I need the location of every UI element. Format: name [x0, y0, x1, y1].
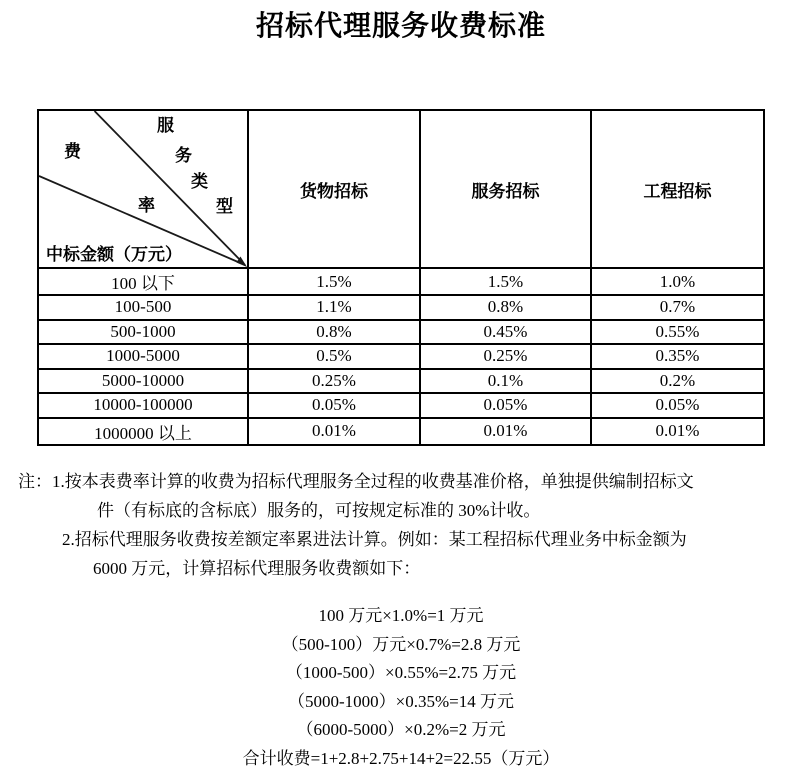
calculation-line: （5000-1000）×0.35%=14 万元: [288, 691, 514, 711]
rate-cell: 1.0%: [591, 268, 764, 295]
corner-rate-char: 费: [64, 142, 81, 161]
rate-cell: 0.01%: [420, 418, 591, 445]
calculation-line: （1000-500）×0.55%=2.75 万元: [285, 663, 517, 682]
table-row: [38, 393, 764, 418]
table-row: [38, 418, 764, 445]
rate-cell: 0.35%: [591, 344, 764, 369]
calculation-total-line: 合计收费=1+2.8+2.75+14+2=22.55（万元）: [242, 748, 560, 768]
corner-rate-char: 率: [138, 196, 155, 215]
table-row: [38, 344, 764, 369]
corner-amount-axis-label: 中标金额（万元）: [46, 245, 182, 264]
amount-range-cell: 1000-5000: [38, 344, 248, 369]
page-title: 招标代理服务收费标准: [255, 11, 546, 42]
rate-cell: 0.25%: [248, 369, 420, 394]
amount-range-cell: 1000000 以上: [38, 418, 248, 445]
amount-range-cell: 500-1000: [38, 320, 248, 345]
note-line-4: 6000 万元，计算招标代理服务收费额如下：: [93, 559, 421, 578]
rate-cell: 1.5%: [420, 268, 591, 295]
table-corner-cell: [38, 110, 248, 268]
rate-cell: 0.05%: [248, 393, 420, 418]
corner-service-type-char: 务: [175, 146, 192, 165]
rate-cell: 0.05%: [420, 393, 591, 418]
rate-cell: 1.1%: [248, 295, 420, 320]
calculation-line: 100 万元×1.0%=1 万元: [318, 606, 484, 625]
corner-service-type-char: 型: [216, 197, 233, 216]
column-header-goods-bidding: 货物招标: [248, 110, 420, 268]
amount-range-cell: 5000-10000: [38, 369, 248, 394]
rate-cell: 0.05%: [591, 393, 764, 418]
corner-service-type-char: 服: [157, 116, 174, 135]
corner-diagonal-box: [39, 111, 247, 267]
calculation-line: （500-100）万元×0.7%=2.8 万元: [281, 634, 521, 654]
note-line-3: 2.招标代理服务收费按差额定率累进法计算。例如：某工程招标代理业务中标金额为: [62, 530, 687, 549]
rate-cell: 0.1%: [420, 369, 591, 394]
rate-cell: 0.55%: [591, 320, 764, 345]
amount-range-cell: 100 以下: [38, 268, 248, 295]
column-header-engineering-bidding: 工程招标: [591, 110, 764, 268]
calculation-line: （6000-5000）×0.2%=2 万元: [296, 720, 506, 739]
calculation-example-block: [0, 602, 802, 773]
amount-range-cell: 100-500: [38, 295, 248, 320]
table-header-row: [38, 110, 764, 268]
rate-cell: 0.2%: [591, 369, 764, 394]
corner-service-type-char: 类: [191, 172, 208, 191]
rate-cell: 1.5%: [248, 268, 420, 295]
note-line-1: 注：1.按本表费率计算的收费为招标代理服务全过程的收费基准价格，单独提供编制招标文: [18, 472, 694, 491]
note-line-2: 件（有标底的含标底）服务的，可按规定标准的 30%计收。: [97, 501, 541, 520]
rate-cell: 0.5%: [248, 344, 420, 369]
diagonal-divider-lines-icon: [39, 111, 247, 267]
rate-cell: 0.7%: [591, 295, 764, 320]
table-row: [38, 268, 764, 295]
rate-cell: 0.01%: [248, 418, 420, 445]
table-row: [38, 320, 764, 345]
rate-cell: 0.25%: [420, 344, 591, 369]
rate-cell: 0.8%: [248, 320, 420, 345]
rate-cell: 0.45%: [420, 320, 591, 345]
column-header-service-bidding: 服务招标: [420, 110, 591, 268]
table-row: [38, 295, 764, 320]
amount-range-cell: 10000-100000: [38, 393, 248, 418]
rate-cell: 0.8%: [420, 295, 591, 320]
rate-cell: 0.01%: [591, 418, 764, 445]
table-row: [38, 369, 764, 394]
fee-rate-table: [37, 109, 765, 446]
